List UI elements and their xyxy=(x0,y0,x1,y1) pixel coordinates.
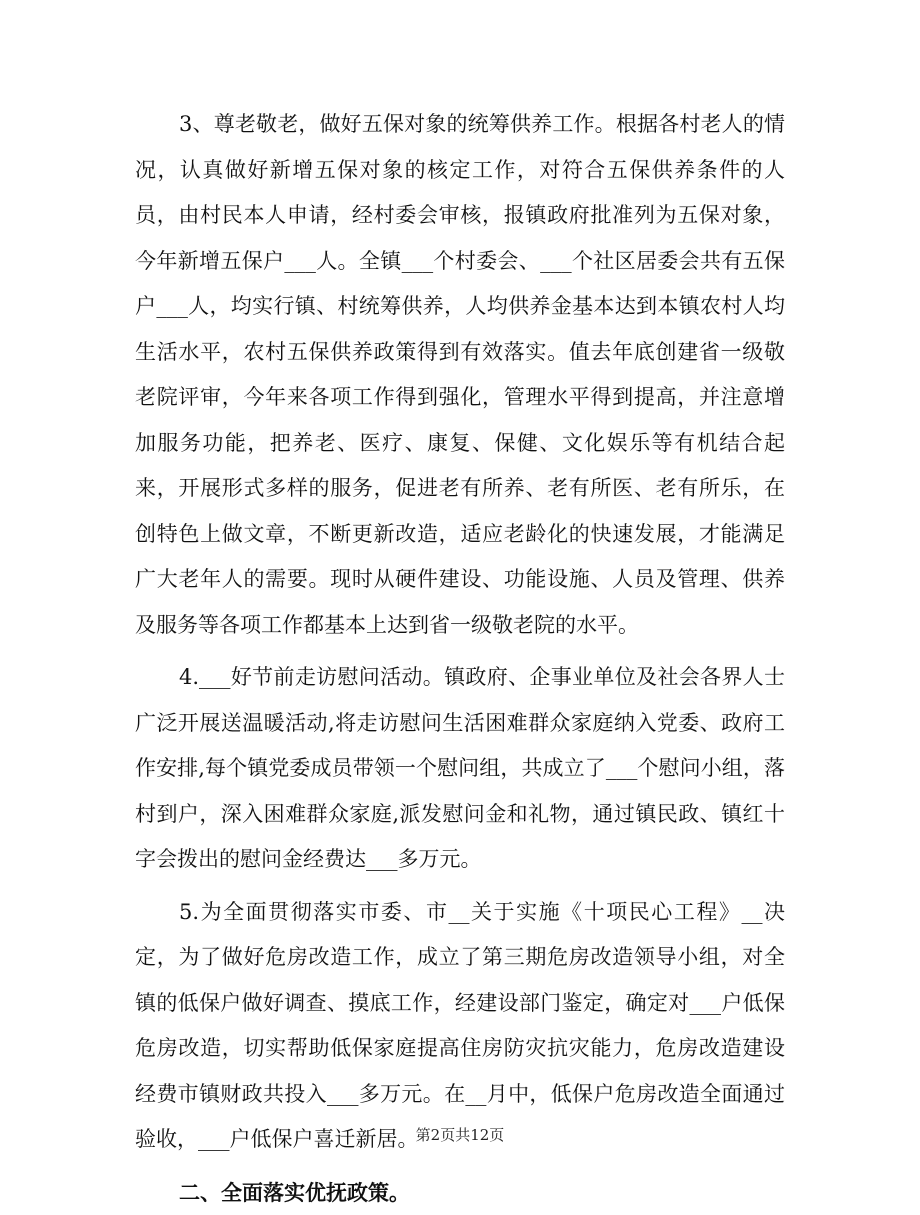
paragraph-item-4: 4.___好节前走访慰问活动。镇政府、企事业单位及社会各界人士广泛开展送温暖活动,将走访慰问生活困难群众家庭纳入党委、政府工作安排,每个镇党委成员带领一个慰问组，共成立了___个慰问小组，落村到户，深入困难群众家庭,派发慰问金和礼物，通过镇民政、镇红十字会拨出的慰问金经费达___多万元。 xyxy=(135,655,785,883)
paragraph-item-5: 5.为全面贯彻落实市委、市__关于实施《十项民心工程》__决定，为了做好危房改造工作，成立了第三期危房改造领导小组，对全镇的低保户做好调查、摸底工作，经建设部门鉴定，确定对___户低保危房改造，切实帮助低保家庭提高住房防灾抗灾能力，危房改造建设经费市镇财政共投入___多万元。在__月中，低保户危房改造全面通过验收，___户低保户喜迁新居。 xyxy=(135,890,785,1163)
paragraph-item-3: 3、尊老敬老，做好五保对象的统筹供养工作。根据各村老人的情况，认真做好新增五保对象的核定工作，对符合五保供养条件的人员，由村民本人申请，经村委会审核，报镇政府批准列为五保对象，今年新增五保户___人。全镇___个村委会、___个社区居委会共有五保户___人，均实行镇、村统筹供养，人均供养金基本达到本镇农村人均生活水平，农村五保供养政策得到有效落实。值去年底创建省一级敬老院评审，今年来各项工作得到强化，管理水平得到提高，并注意增加服务功能，把养老、医疗、康复、保健、文化娱乐等有机结合起来，开展形式多样的服务，促进老有所养、老有所医、老有所乐，在创特色上做文章，不断更新改造，适应老龄化的快速发展，才能满足广大老年人的需要。现时从硬件建设、功能设施、人员及管理、供养及服务等各项工作都基本上达到省一级敬老院的水平。 xyxy=(135,102,785,648)
page-number-footer: 第2页共12页 xyxy=(0,1124,920,1145)
section-heading: 二、全面落实优抚政策。 xyxy=(135,1170,785,1215)
document-body xyxy=(135,102,785,1215)
